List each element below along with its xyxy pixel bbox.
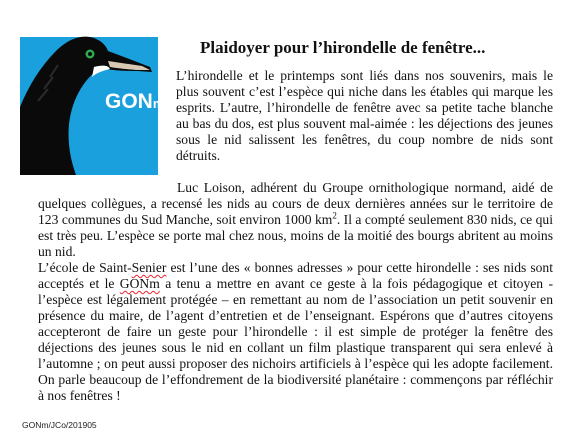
paragraph-intro: L’hirondelle et le printemps sont liés dans nos souvenirs, mais le plus souvent c’est l’espèce qui niche dans les étables qui marque les esprits. L’autre, l’hirondelle de fenêtre avec sa petite tache blanche au bas du dos, est plus souvent mal-aimée : les déjections des jeunes sous le nid salissent les fenêtres, du coup nombre de nids sont détruits. xyxy=(176,68,553,163)
logo-text: GONm xyxy=(105,90,165,113)
paragraph-school: L’école de Saint-Senier est l’une des « bonnes adresses » pour cette hirondelle : ses nids sont acceptés et le GONm a tenu a mettre en avant ce geste à la fois pédagogique et citoyen - l’espèce est légalement protégée – en remettant au nom de l’association un petit souvenir en présence du maire, de l’agent d’entretien et de l’enseignant. Espérons que d’autres citoyens accepteront de faire un geste pour l’hirondelle : il est simple de protéger la fenêtre des déjections des jeunes sous le nid en collant un film plastique transparent qui sera enlevé à l’automne ; on peut aussi proposer des nichoirs artificiels à l’espèce qui les adopte facilement. On parle beaucoup de l’effondrement de la biodiversité planétaire : commençons par réfléchir à nos fenêtres ! xyxy=(38,260,553,403)
page-title: Plaidoyer pour l’hirondelle de fenêtre... xyxy=(200,38,486,57)
footer-reference: GONm/JCo/201905 xyxy=(22,420,97,430)
paragraph-census: Luc Loison, adhérent du Groupe ornithologique normand, aidé de quelques collègues, a recensé les nids au cours de deux dernières années sur le territoire de 123 communes du Sud Manche, soit environ 1000 $km^2$. Il a compté seulement 830 nids, ce qui est très peu. L’espèce se porte mal chez nous, moins de la moitié des bourgs abritent au moins un nid. xyxy=(38,180,553,259)
gonm-logo xyxy=(20,37,165,175)
